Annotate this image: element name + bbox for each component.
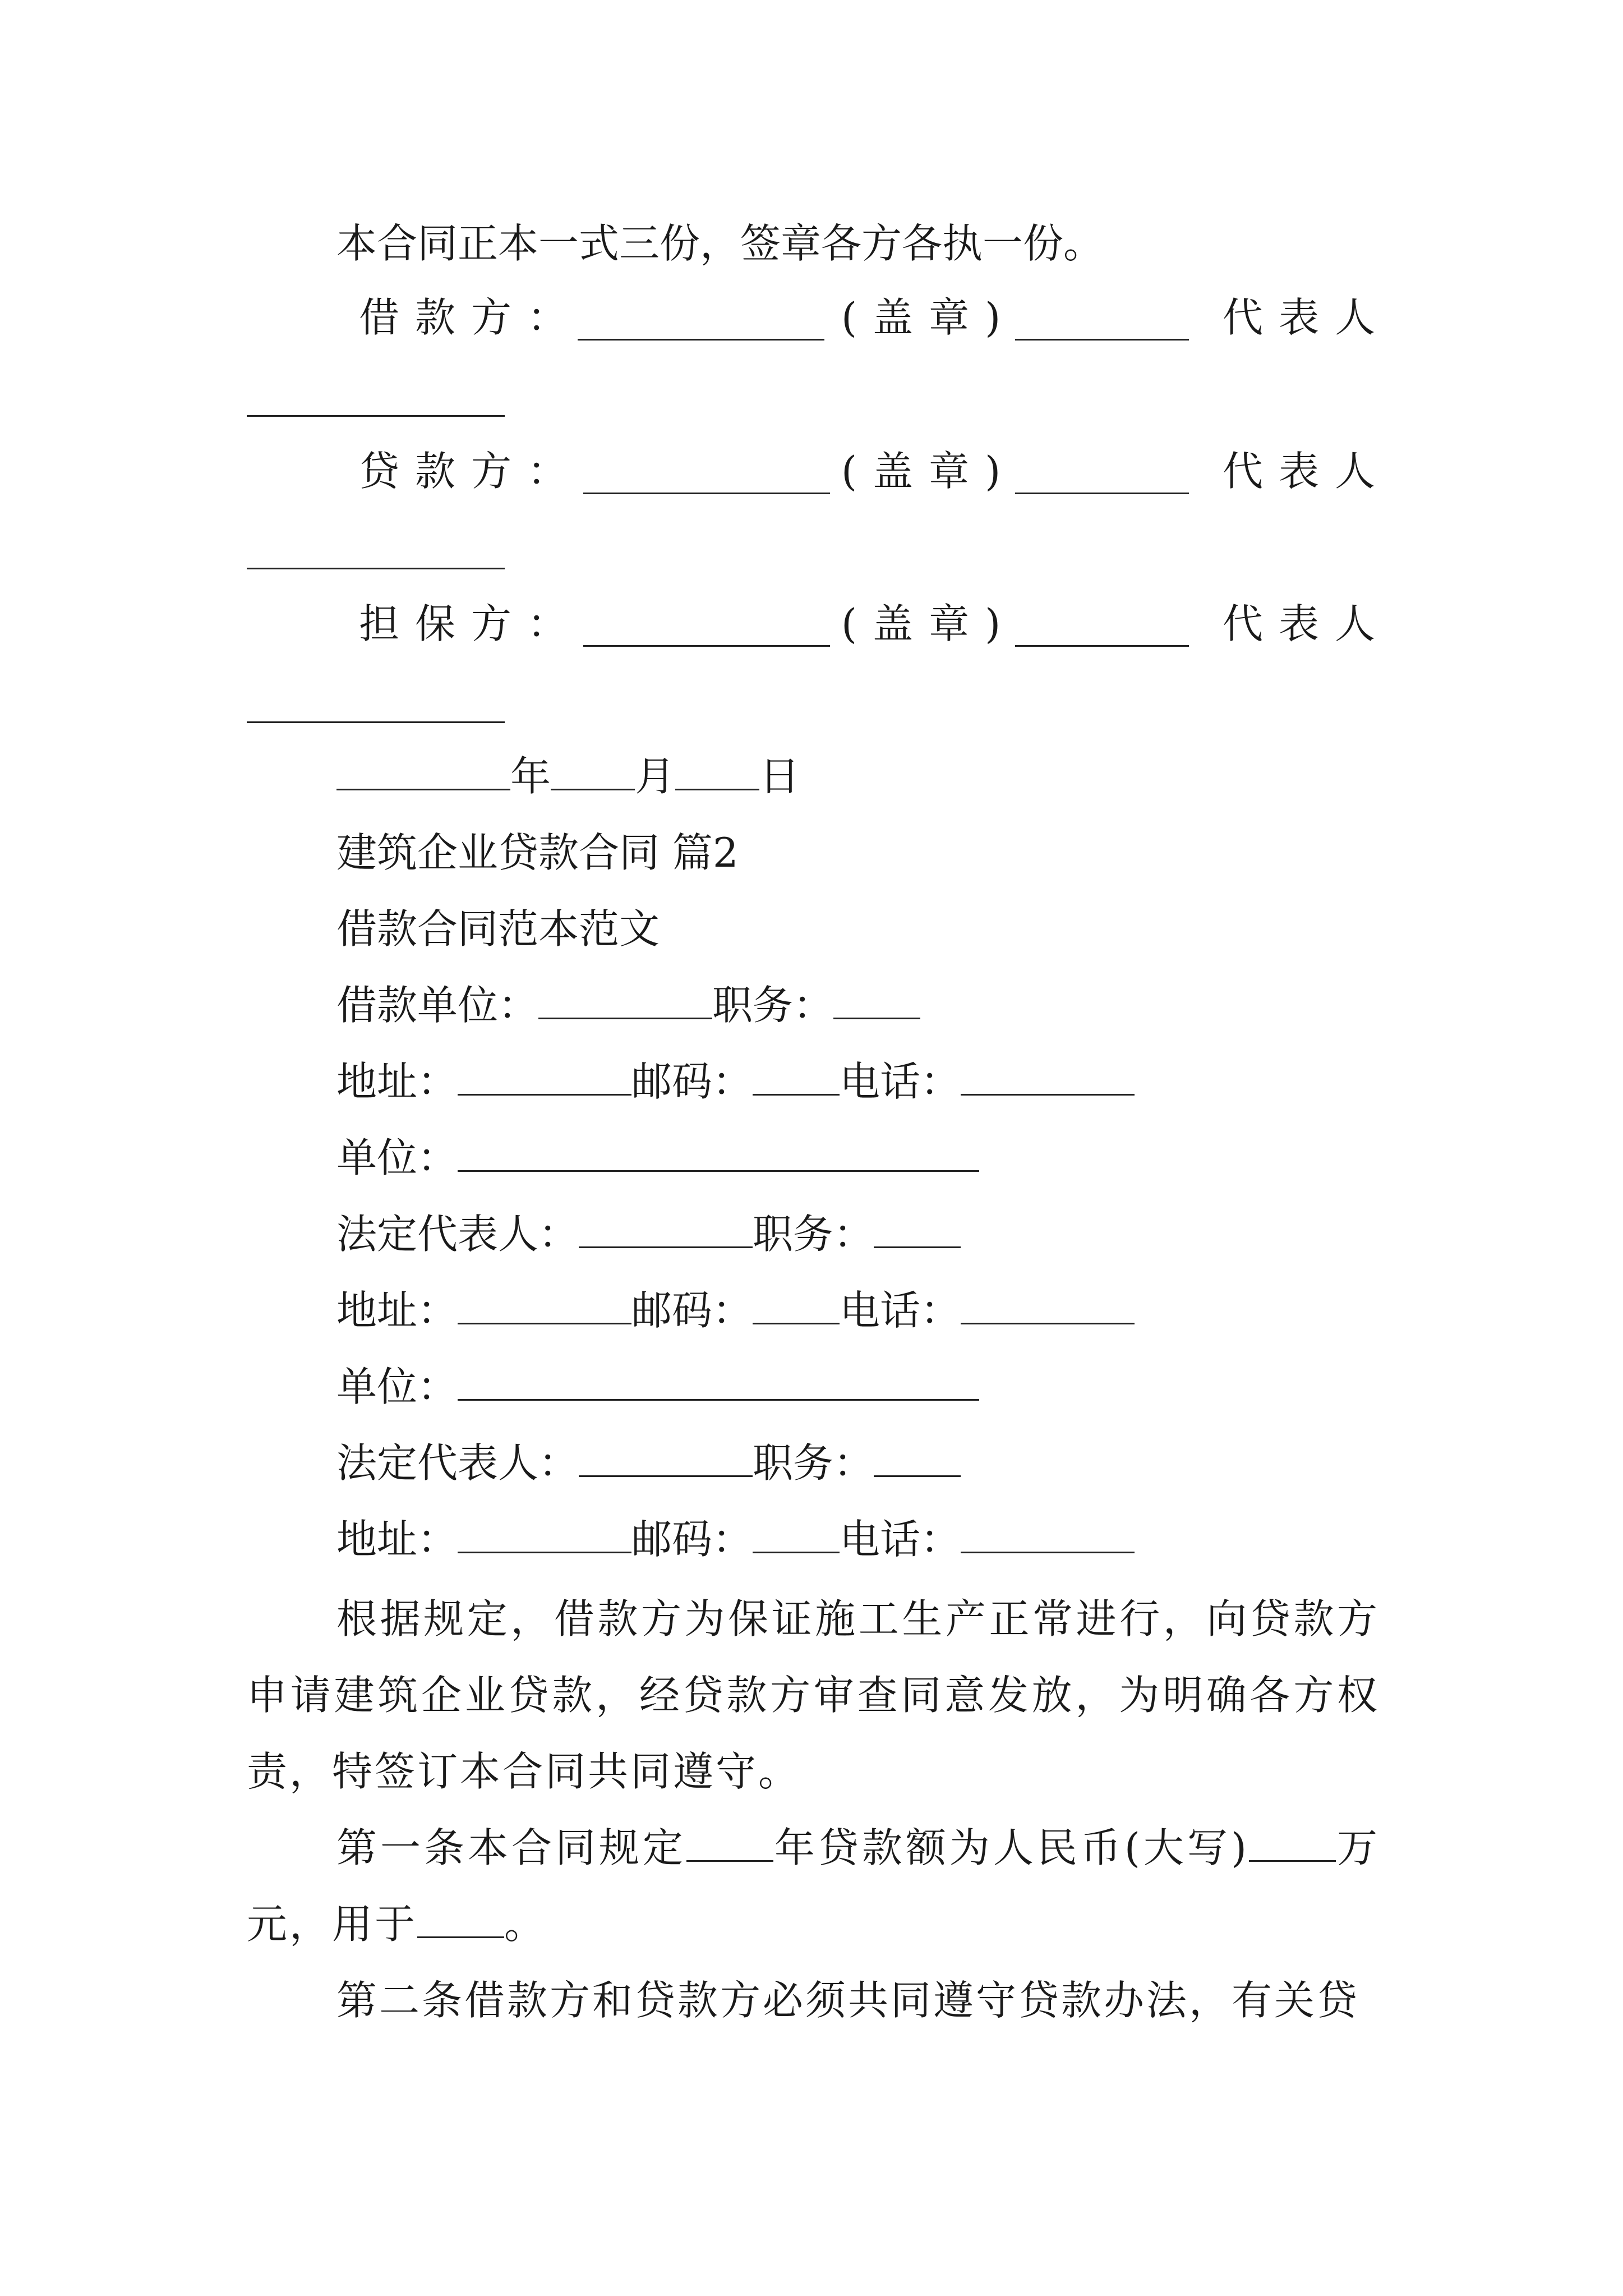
copies-statement: 本合同正本一式三份，签章各方各执一份。: [336, 220, 1104, 267]
date-line: [336, 751, 800, 802]
article-1-purpose-blank: [417, 1900, 504, 1938]
address-row-3: [336, 1513, 1135, 1565]
guarantor-stamp-blank: [1015, 645, 1189, 647]
lender-rep-blank: [247, 568, 505, 569]
article-1-part-d: 。: [504, 1901, 547, 1948]
address-row-1: [336, 1056, 1135, 1107]
year-blank: [336, 752, 510, 790]
article-1-part-b: 年贷款额为人民币(大写): [773, 1824, 1249, 1871]
year-label: 年: [510, 753, 551, 800]
postcode-blank: [753, 1057, 840, 1096]
position-label: 职务：: [753, 1211, 874, 1258]
guarantor-rep-label: 代表人: [1223, 600, 1391, 647]
section-title: 借款合同范本范文: [336, 905, 660, 953]
month-label: 月: [635, 753, 676, 800]
postcode-label: 邮码：: [631, 1287, 753, 1334]
lender-rep-label: 代表人: [1223, 448, 1391, 495]
address-label: 地址：: [336, 1516, 458, 1563]
borrower-stamp-blank: [1015, 339, 1189, 341]
preamble-paragraph: 根据规定，借款方为保证施工生产正常进行，向贷款方申请建筑企业贷款，经贷款方审查同意发放，为明确各方权责，特签订本合同共同遵守。: [247, 1595, 1380, 1795]
unit-label: 单位：: [336, 1134, 458, 1181]
day-label: 日: [759, 753, 800, 800]
legal-rep-blank: [579, 1210, 753, 1248]
article-2: 第二条借款方和贷款方必须共同遵守贷款办法，有关贷: [336, 1977, 1360, 2024]
borrower-rep-label: 代表人: [1223, 294, 1391, 341]
article-1-part-c: 万元，用于: [247, 1824, 1380, 1948]
legal-rep-blank: [579, 1439, 753, 1477]
lender-stamp-blank: [1015, 493, 1189, 494]
guarantor-stamp-label: (盖章): [841, 600, 1017, 647]
phone-label: 电话：: [840, 1516, 961, 1563]
article-1-part-a: 第一条本合同规定: [336, 1824, 686, 1871]
address-row-2: [336, 1285, 1135, 1336]
postcode-blank: [753, 1515, 840, 1553]
unit-label: 单位：: [336, 1363, 458, 1410]
postcode-label: 邮码：: [631, 1516, 753, 1563]
phone-blank: [961, 1057, 1135, 1096]
article-1-year-blank: [686, 1824, 773, 1862]
borrower-label: 借款方：: [359, 294, 584, 341]
address-label: 地址：: [336, 1058, 458, 1105]
position-label: 职务：: [712, 982, 834, 1029]
position-label: 职务：: [753, 1439, 874, 1487]
phone-blank: [961, 1286, 1135, 1324]
borrower-stamp-label: (盖章): [841, 294, 1017, 341]
lender-label: 贷款方：: [359, 448, 584, 495]
unit-blank: [458, 1363, 979, 1401]
address-blank: [458, 1286, 631, 1324]
postcode-blank: [753, 1286, 840, 1324]
borrower-unit-blank: [538, 981, 712, 1019]
month-blank: [551, 752, 635, 790]
phone-label: 电话：: [840, 1058, 961, 1105]
borrower-rep-blank: [247, 415, 505, 417]
postcode-label: 邮码：: [631, 1058, 753, 1105]
article-1-amount-blank: [1249, 1824, 1336, 1862]
address-label: 地址：: [336, 1287, 458, 1334]
address-blank: [458, 1057, 631, 1096]
guarantor-blank: [583, 645, 830, 647]
legal-rep-row-2: [336, 1437, 961, 1489]
borrower-blank: [578, 339, 824, 341]
borrower-unit-row: [336, 979, 920, 1031]
unit-row-2: [336, 1361, 979, 1412]
guarantor-rep-blank: [247, 721, 505, 723]
legal-rep-row-1: [336, 1208, 961, 1260]
article-1: [247, 1810, 1380, 1962]
unit-blank: [458, 1134, 979, 1172]
position-blank: [874, 1210, 961, 1248]
legal-rep-label: 法定代表人：: [336, 1439, 579, 1487]
guarantor-label: 担保方：: [359, 600, 584, 647]
position-blank: [874, 1439, 961, 1477]
day-blank: [675, 752, 759, 790]
lender-blank: [583, 493, 830, 494]
lender-stamp-label: (盖章): [841, 448, 1017, 495]
unit-row-1: [336, 1132, 979, 1184]
address-blank: [458, 1515, 631, 1553]
borrower-unit-label: 借款单位：: [336, 982, 539, 1029]
phone-blank: [961, 1515, 1135, 1553]
phone-label: 电话：: [840, 1287, 961, 1334]
section-heading: 建筑企业贷款合同 篇2: [336, 829, 739, 876]
legal-rep-label: 法定代表人：: [336, 1211, 579, 1258]
position-blank: [833, 981, 920, 1019]
